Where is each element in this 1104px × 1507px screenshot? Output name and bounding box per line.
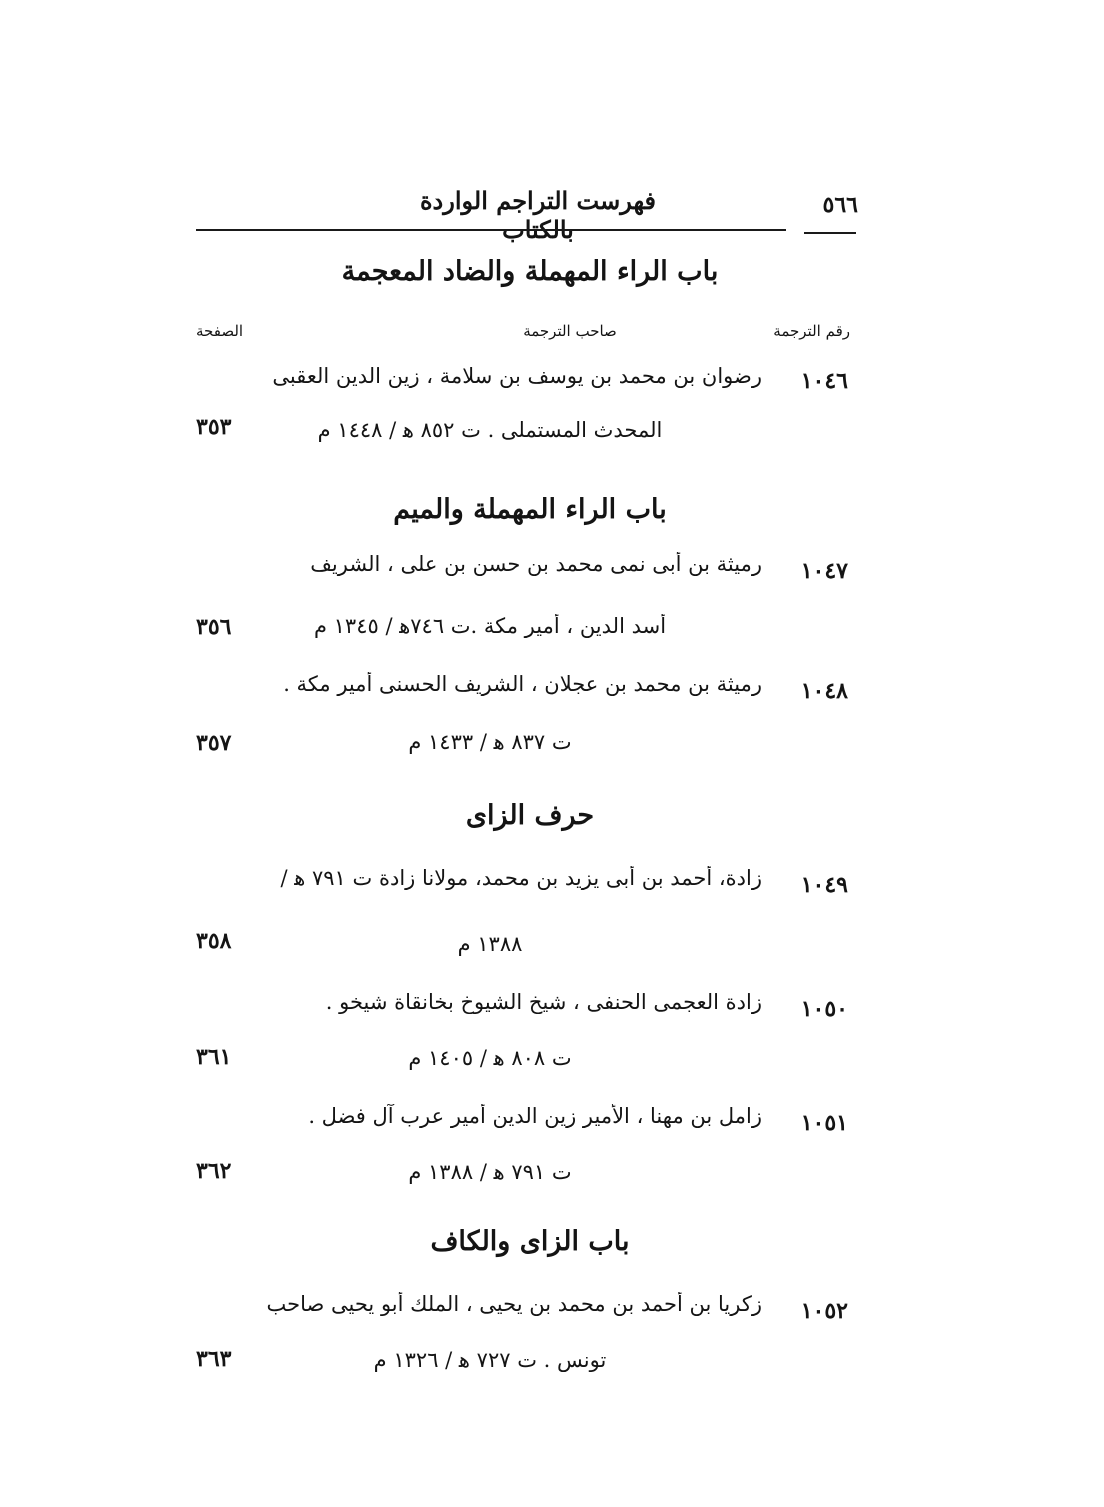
entry-number: ١٠٥١ — [800, 1110, 848, 1136]
entry-number: ١٠٤٧ — [800, 558, 848, 584]
entry-page: ٣٥٧ — [196, 730, 232, 756]
entry-number: ١٠٤٨ — [800, 678, 848, 704]
entry-line-1: زامل بن مهنا ، الأمير زين الدين أمير عرب آل فضل . — [308, 1104, 762, 1128]
page-number: ٥٦٦ — [822, 192, 858, 218]
entry-line-2: المحدث المستملى . ت ٨٥٢ ﻫ / ١٤٤٨ م — [317, 418, 663, 442]
entry-line-1: رميثة بن أبى نمى محمد بن حسن بن على ، الشريف — [310, 552, 762, 576]
entry-page: ٣٦١ — [196, 1044, 232, 1070]
entry-line-1: رضوان بن محمد بن يوسف بن سلامة ، زين الدين العقبى — [272, 364, 762, 388]
entry-number: ١٠٤٦ — [800, 368, 848, 394]
entry-line-2: ت ٨٠٨ ﻫ / ١٤٠٥ م — [408, 1046, 572, 1070]
entry-line-1: رميثة بن محمد بن عجلان ، الشريف الحسنى أمير مكة . — [283, 672, 762, 696]
section-heading: باب الراء المهملة والميم — [393, 494, 667, 525]
entry-line-2: ت ٨٣٧ ﻫ / ١٤٣٣ م — [408, 730, 572, 754]
column-header-page: الصفحة — [196, 322, 244, 340]
column-header-entry-number: رقم الترجمة — [773, 322, 850, 340]
entry-page: ٣٦٢ — [196, 1158, 232, 1184]
entry-page: ٣٥٦ — [196, 614, 232, 640]
entry-line-2: تونس . ت ٧٢٧ ﻫ / ١٣٢٦ م — [373, 1348, 607, 1372]
column-header-name: صاحب الترجمة — [523, 322, 617, 340]
header-rule-short — [804, 232, 856, 234]
entry-line-1: زادة، أحمد بن أبى يزيد بن محمد، مولانا زادة ت ٧٩١ ﻫ / — [280, 866, 762, 890]
section-heading: باب الزاى والكاف — [430, 1226, 630, 1257]
header-rule — [196, 229, 786, 231]
entry-line-2: ت ٧٩١ ﻫ / ١٣٨٨ م — [408, 1160, 572, 1184]
entry-number: ١٠٥٢ — [800, 1298, 848, 1324]
section-heading: باب الراء المهملة والضاد المعجمة — [341, 256, 719, 287]
running-head-title: فهرست التراجم الواردة بالكتاب — [419, 186, 656, 244]
entry-number: ١٠٤٩ — [800, 872, 848, 898]
entry-page: ٣٥٣ — [196, 414, 232, 440]
section-heading: حرف الزاى — [465, 800, 595, 831]
entry-number: ١٠٥٠ — [800, 996, 848, 1022]
entry-line-1: زادة العجمى الحنفى ، شيخ الشيوخ بخانقاة شيخو . — [325, 990, 762, 1014]
entry-page: ٣٥٨ — [196, 928, 232, 954]
entry-page: ٣٦٣ — [196, 1346, 232, 1372]
entry-line-1: زكريا بن أحمد بن محمد بن يحيى ، الملك أبو يحيى صاحب — [266, 1292, 762, 1316]
entry-line-2: أسد الدين ، أمير مكة .ت ٧٤٦ﻫ / ١٣٤٥ م — [313, 614, 667, 638]
entry-line-2: ١٣٨٨ م — [457, 932, 523, 956]
